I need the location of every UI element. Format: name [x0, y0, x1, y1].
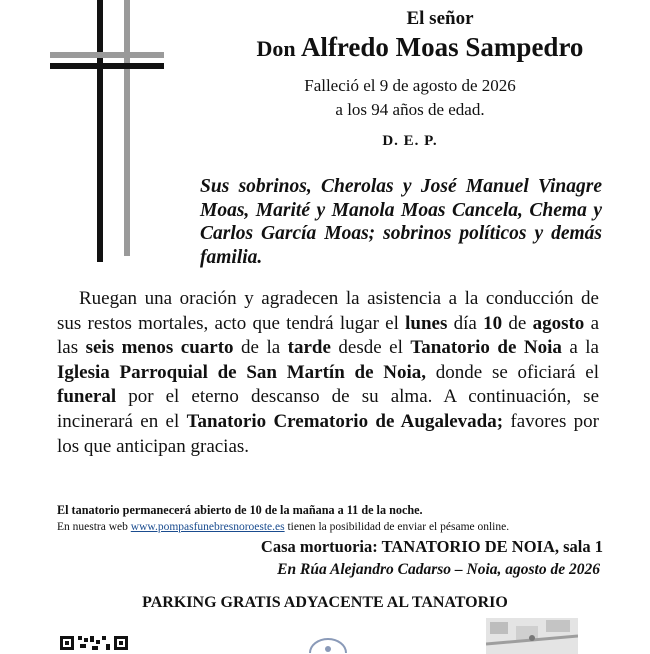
month: agosto: [532, 312, 585, 334]
honorific: Don: [256, 36, 296, 61]
dep-line: D. E. P.: [382, 133, 438, 149]
map-thumbnail-icon[interactable]: [486, 618, 578, 654]
place-date: En Rúa Alejandro Cadarso – Noia, agosto de 2026: [277, 561, 600, 578]
name-text: Alfredo Moas Sampedro: [300, 32, 584, 62]
website-link[interactable]: www.pompasfunebresnoroeste.es: [130, 521, 285, 533]
service: funeral: [57, 386, 117, 408]
family-paragraph: Sus sobrinos, Cherolas y José Manuel Vinagre Moas, Marité y Manola Moas Cancela, Chema y Carlos García Moas; sobrinos políticos y demás familia.: [200, 176, 602, 268]
mortuary-line: Casa mortuoria: TANATORIO DE NOIA, sala 1: [260, 537, 603, 556]
death-date: Falleció el 9 de agosto de 2026: [304, 76, 516, 95]
period: tarde: [287, 337, 331, 359]
parking-notice: PARKING GRATIS ADYACENTE AL TANATORIO: [142, 594, 508, 611]
web-note: En nuestra web www.pompasfunebresnoroeste.es tienen la posibilidad de enviar el pésame online.: [57, 521, 510, 533]
time: seis menos cuarto: [85, 337, 234, 359]
origin: Tanatorio de Noia: [410, 337, 562, 359]
hours-note: El tanatorio permanecerá abierto de 10 de la mañana a 11 de la noche.: [57, 503, 423, 517]
intro-title: El señor: [406, 8, 474, 29]
ceremony-paragraph: Ruegan una oración y agradecen la asistencia a la conducción de sus restos mortales, acto que tendrá lugar el lunes día 10 de agosto a las seis menos cuarto de la tarde desde el Tanatorio de Noia a la Iglesia Parroquial de San Martín de Noia, donde se oficiará el funeral por el eterno descanso de su alma. A continuación, se incinerará en el Tanatorio Crematorio de Augalevada; favores por los que anticipan gracias.: [57, 288, 600, 457]
deceased-name: [210, 32, 630, 63]
crematorium: Tanatorio Crematorio de Augalevada;: [186, 410, 504, 432]
age-line: a los 94 años de edad.: [335, 100, 485, 119]
funeral-home-logo-icon: [306, 637, 350, 653]
date: 10: [483, 312, 503, 334]
church: Iglesia Parroquial de San Martín de Noia,: [57, 361, 427, 383]
day: lunes: [405, 312, 448, 334]
